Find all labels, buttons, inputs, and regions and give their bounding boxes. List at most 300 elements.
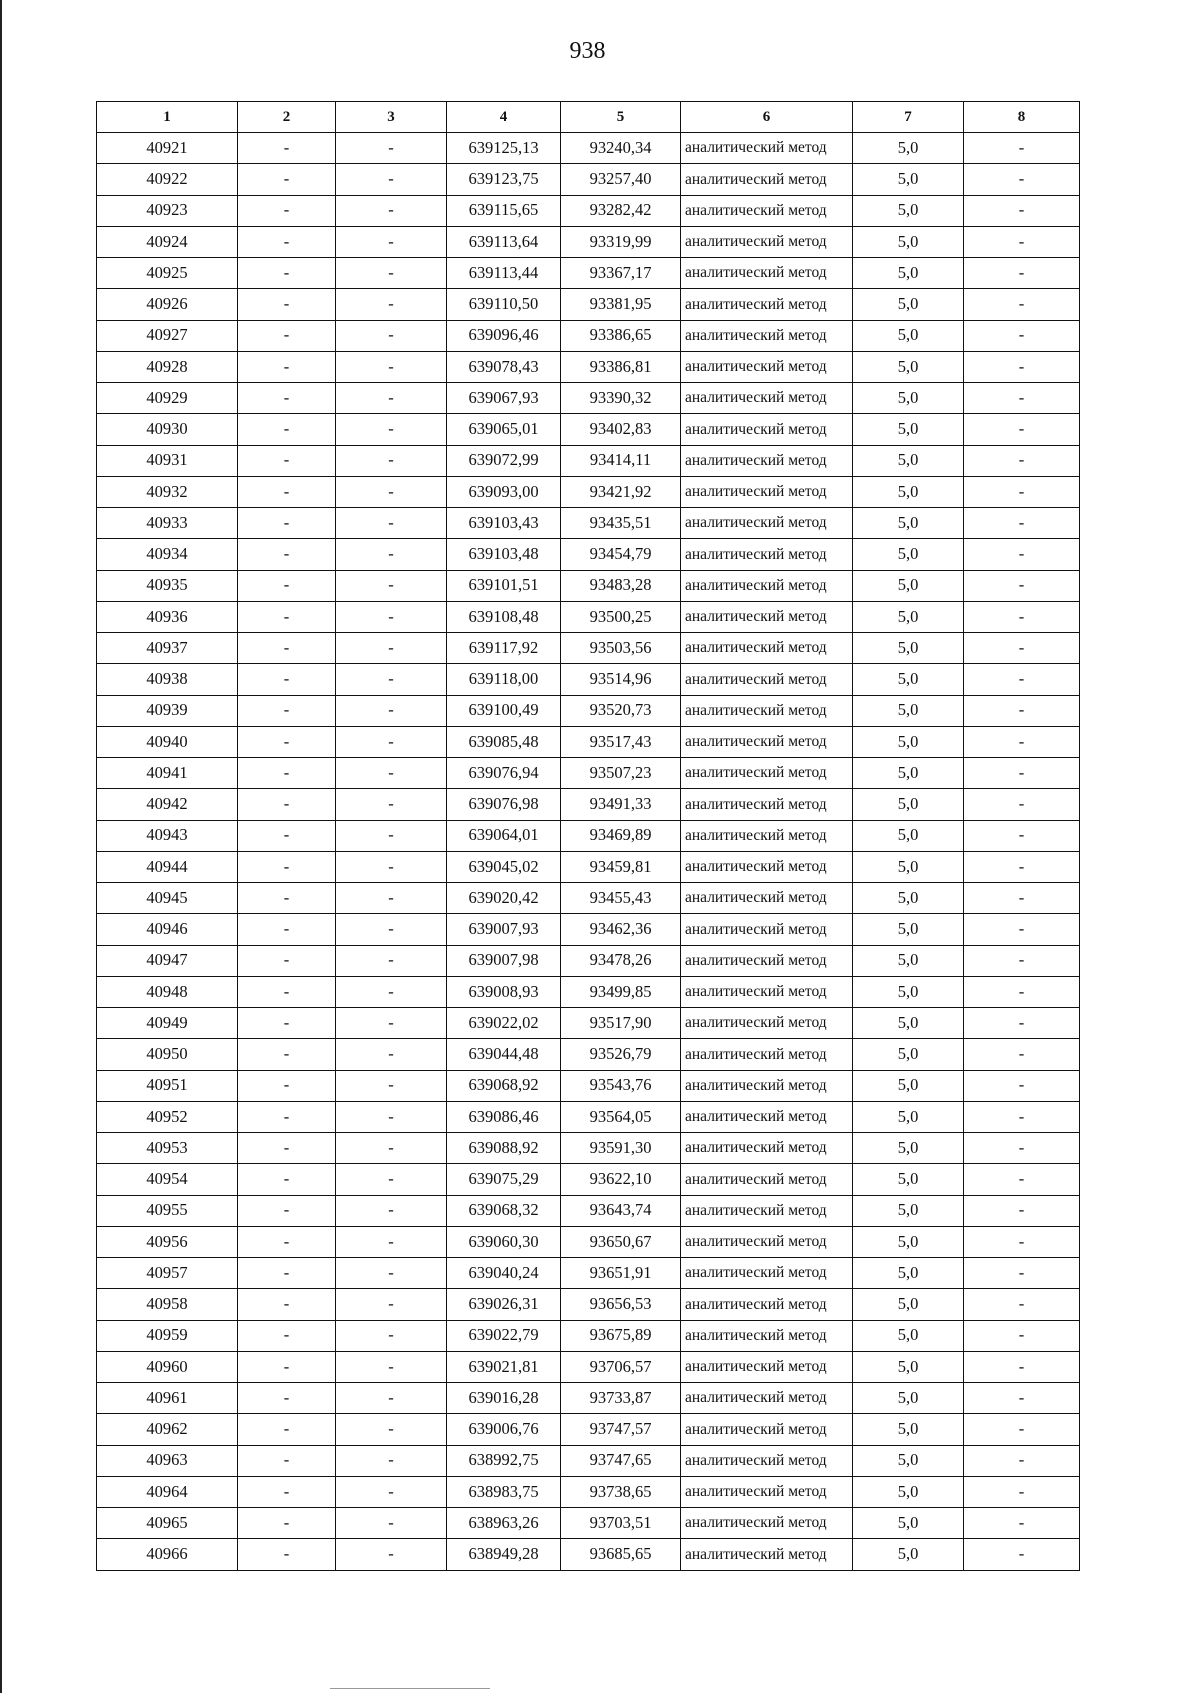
x-coordinate-cell: 639086,46 xyxy=(447,1101,561,1132)
y-coordinate-cell: 93733,87 xyxy=(561,1383,681,1414)
col2-cell: - xyxy=(238,133,336,164)
x-coordinate-cell: 639008,93 xyxy=(447,976,561,1007)
col3-cell: - xyxy=(336,1539,447,1570)
method-cell: аналитический метод xyxy=(681,258,853,289)
method-cell: аналитический метод xyxy=(681,1508,853,1539)
col3-cell: - xyxy=(336,1508,447,1539)
col8-cell: - xyxy=(964,601,1080,632)
col3-cell: - xyxy=(336,1164,447,1195)
col2-cell: - xyxy=(238,1133,336,1164)
x-coordinate-cell: 639076,94 xyxy=(447,758,561,789)
y-coordinate-cell: 93462,36 xyxy=(561,914,681,945)
accuracy-cell: 5,0 xyxy=(853,508,964,539)
col2-cell: - xyxy=(238,1101,336,1132)
table-row xyxy=(97,1320,1080,1351)
point-number-cell: 40928 xyxy=(97,351,238,382)
accuracy-cell: 5,0 xyxy=(853,1508,964,1539)
col8-cell: - xyxy=(964,664,1080,695)
table-row xyxy=(97,1414,1080,1445)
method-cell: аналитический метод xyxy=(681,1101,853,1132)
method-cell: аналитический метод xyxy=(681,1414,853,1445)
point-number-cell: 40959 xyxy=(97,1320,238,1351)
col3-cell: - xyxy=(336,789,447,820)
method-cell: аналитический метод xyxy=(681,351,853,382)
col8-cell: - xyxy=(964,258,1080,289)
table-row xyxy=(97,851,1080,882)
col2-cell: - xyxy=(238,1039,336,1070)
table-row xyxy=(97,1508,1080,1539)
point-number-cell: 40922 xyxy=(97,164,238,195)
x-coordinate-cell: 639060,30 xyxy=(447,1226,561,1257)
table-row xyxy=(97,164,1080,195)
y-coordinate-cell: 93706,57 xyxy=(561,1351,681,1382)
accuracy-cell: 5,0 xyxy=(853,258,964,289)
x-coordinate-cell: 639016,28 xyxy=(447,1383,561,1414)
point-number-cell: 40965 xyxy=(97,1508,238,1539)
method-cell: аналитический метод xyxy=(681,476,853,507)
column-header: 7 xyxy=(853,102,964,133)
method-cell: аналитический метод xyxy=(681,164,853,195)
col3-cell: - xyxy=(336,883,447,914)
accuracy-cell: 5,0 xyxy=(853,1414,964,1445)
col8-cell: - xyxy=(964,133,1080,164)
col2-cell: - xyxy=(238,570,336,601)
accuracy-cell: 5,0 xyxy=(853,1539,964,1570)
col3-cell: - xyxy=(336,1445,447,1476)
col2-cell: - xyxy=(238,258,336,289)
col3-cell: - xyxy=(336,1383,447,1414)
col8-cell: - xyxy=(964,320,1080,351)
col2-cell: - xyxy=(238,1445,336,1476)
col3-cell: - xyxy=(336,570,447,601)
x-coordinate-cell: 639040,24 xyxy=(447,1258,561,1289)
col8-cell: - xyxy=(964,1226,1080,1257)
col2-cell: - xyxy=(238,820,336,851)
col2-cell: - xyxy=(238,758,336,789)
point-number-cell: 40966 xyxy=(97,1539,238,1570)
x-coordinate-cell: 639125,13 xyxy=(447,133,561,164)
col2-cell: - xyxy=(238,883,336,914)
point-number-cell: 40939 xyxy=(97,695,238,726)
col2-cell: - xyxy=(238,445,336,476)
table-row xyxy=(97,383,1080,414)
point-number-cell: 40943 xyxy=(97,820,238,851)
col3-cell: - xyxy=(336,1070,447,1101)
col3-cell: - xyxy=(336,351,447,382)
y-coordinate-cell: 93656,53 xyxy=(561,1289,681,1320)
col2-cell: - xyxy=(238,539,336,570)
y-coordinate-cell: 93435,51 xyxy=(561,508,681,539)
x-coordinate-cell: 639045,02 xyxy=(447,851,561,882)
method-cell: аналитический метод xyxy=(681,1070,853,1101)
table-row xyxy=(97,601,1080,632)
col8-cell: - xyxy=(964,1445,1080,1476)
accuracy-cell: 5,0 xyxy=(853,570,964,601)
y-coordinate-cell: 93386,81 xyxy=(561,351,681,382)
col3-cell: - xyxy=(336,539,447,570)
column-header: 2 xyxy=(238,102,336,133)
col3-cell: - xyxy=(336,289,447,320)
x-coordinate-cell: 639068,92 xyxy=(447,1070,561,1101)
col2-cell: - xyxy=(238,726,336,757)
accuracy-cell: 5,0 xyxy=(853,1070,964,1101)
method-cell: аналитический метод xyxy=(681,1039,853,1070)
col3-cell: - xyxy=(336,195,447,226)
table-row xyxy=(97,976,1080,1007)
method-cell: аналитический метод xyxy=(681,1133,853,1164)
accuracy-cell: 5,0 xyxy=(853,476,964,507)
accuracy-cell: 5,0 xyxy=(853,445,964,476)
accuracy-cell: 5,0 xyxy=(853,351,964,382)
col2-cell: - xyxy=(238,1414,336,1445)
table-row xyxy=(97,1539,1080,1570)
point-number-cell: 40938 xyxy=(97,664,238,695)
y-coordinate-cell: 93543,76 xyxy=(561,1070,681,1101)
col8-cell: - xyxy=(964,1289,1080,1320)
method-cell: аналитический метод xyxy=(681,1383,853,1414)
accuracy-cell: 5,0 xyxy=(853,695,964,726)
col2-cell: - xyxy=(238,1258,336,1289)
accuracy-cell: 5,0 xyxy=(853,1351,964,1382)
method-cell: аналитический метод xyxy=(681,1539,853,1570)
method-cell: аналитический метод xyxy=(681,1164,853,1195)
x-coordinate-cell: 639117,92 xyxy=(447,633,561,664)
col8-cell: - xyxy=(964,508,1080,539)
table-row xyxy=(97,695,1080,726)
y-coordinate-cell: 93675,89 xyxy=(561,1320,681,1351)
col8-cell: - xyxy=(964,1133,1080,1164)
col2-cell: - xyxy=(238,789,336,820)
col3-cell: - xyxy=(336,726,447,757)
col3-cell: - xyxy=(336,383,447,414)
col8-cell: - xyxy=(964,1164,1080,1195)
x-coordinate-cell: 639007,98 xyxy=(447,945,561,976)
col8-cell: - xyxy=(964,945,1080,976)
col2-cell: - xyxy=(238,1508,336,1539)
x-coordinate-cell: 639115,65 xyxy=(447,195,561,226)
accuracy-cell: 5,0 xyxy=(853,820,964,851)
x-coordinate-cell: 638949,28 xyxy=(447,1539,561,1570)
table-row xyxy=(97,633,1080,664)
col2-cell: - xyxy=(238,1289,336,1320)
col8-cell: - xyxy=(964,851,1080,882)
col3-cell: - xyxy=(336,945,447,976)
point-number-cell: 40953 xyxy=(97,1133,238,1164)
method-cell: аналитический метод xyxy=(681,133,853,164)
col8-cell: - xyxy=(964,789,1080,820)
point-number-cell: 40931 xyxy=(97,445,238,476)
method-cell: аналитический метод xyxy=(681,1195,853,1226)
accuracy-cell: 5,0 xyxy=(853,758,964,789)
point-number-cell: 40921 xyxy=(97,133,238,164)
point-number-cell: 40941 xyxy=(97,758,238,789)
point-number-cell: 40952 xyxy=(97,1101,238,1132)
accuracy-cell: 5,0 xyxy=(853,789,964,820)
point-number-cell: 40930 xyxy=(97,414,238,445)
x-coordinate-cell: 639044,48 xyxy=(447,1039,561,1070)
accuracy-cell: 5,0 xyxy=(853,883,964,914)
method-cell: аналитический метод xyxy=(681,695,853,726)
table-row xyxy=(97,508,1080,539)
y-coordinate-cell: 93507,23 xyxy=(561,758,681,789)
col3-cell: - xyxy=(336,226,447,257)
y-coordinate-cell: 93459,81 xyxy=(561,851,681,882)
method-cell: аналитический метод xyxy=(681,1351,853,1382)
col8-cell: - xyxy=(964,1508,1080,1539)
x-coordinate-cell: 639006,76 xyxy=(447,1414,561,1445)
table-body xyxy=(97,133,1080,1571)
point-number-cell: 40947 xyxy=(97,945,238,976)
accuracy-cell: 5,0 xyxy=(853,976,964,1007)
y-coordinate-cell: 93747,65 xyxy=(561,1445,681,1476)
accuracy-cell: 5,0 xyxy=(853,383,964,414)
method-cell: аналитический метод xyxy=(681,883,853,914)
col2-cell: - xyxy=(238,1351,336,1382)
table-header-row xyxy=(97,102,1080,133)
table-row xyxy=(97,226,1080,257)
point-number-cell: 40964 xyxy=(97,1476,238,1507)
accuracy-cell: 5,0 xyxy=(853,1164,964,1195)
col3-cell: - xyxy=(336,976,447,1007)
accuracy-cell: 5,0 xyxy=(853,1320,964,1351)
method-cell: аналитический метод xyxy=(681,226,853,257)
method-cell: аналитический метод xyxy=(681,633,853,664)
col3-cell: - xyxy=(336,820,447,851)
col3-cell: - xyxy=(336,1320,447,1351)
table-row xyxy=(97,726,1080,757)
y-coordinate-cell: 93514,96 xyxy=(561,664,681,695)
x-coordinate-cell: 639101,51 xyxy=(447,570,561,601)
point-number-cell: 40948 xyxy=(97,976,238,1007)
col2-cell: - xyxy=(238,851,336,882)
y-coordinate-cell: 93319,99 xyxy=(561,226,681,257)
col3-cell: - xyxy=(336,476,447,507)
y-coordinate-cell: 93386,65 xyxy=(561,320,681,351)
x-coordinate-cell: 639113,64 xyxy=(447,226,561,257)
y-coordinate-cell: 93240,34 xyxy=(561,133,681,164)
col3-cell: - xyxy=(336,758,447,789)
y-coordinate-cell: 93499,85 xyxy=(561,976,681,1007)
table-row xyxy=(97,1101,1080,1132)
col2-cell: - xyxy=(238,945,336,976)
col3-cell: - xyxy=(336,1039,447,1070)
y-coordinate-cell: 93282,42 xyxy=(561,195,681,226)
method-cell: аналитический метод xyxy=(681,445,853,476)
col2-cell: - xyxy=(238,1070,336,1101)
col8-cell: - xyxy=(964,289,1080,320)
col8-cell: - xyxy=(964,195,1080,226)
x-coordinate-cell: 639026,31 xyxy=(447,1289,561,1320)
accuracy-cell: 5,0 xyxy=(853,1476,964,1507)
col3-cell: - xyxy=(336,1258,447,1289)
accuracy-cell: 5,0 xyxy=(853,1008,964,1039)
col2-cell: - xyxy=(238,695,336,726)
method-cell: аналитический метод xyxy=(681,820,853,851)
y-coordinate-cell: 93454,79 xyxy=(561,539,681,570)
accuracy-cell: 5,0 xyxy=(853,1445,964,1476)
col2-cell: - xyxy=(238,414,336,445)
accuracy-cell: 5,0 xyxy=(853,1101,964,1132)
point-number-cell: 40926 xyxy=(97,289,238,320)
accuracy-cell: 5,0 xyxy=(853,1133,964,1164)
point-number-cell: 40927 xyxy=(97,320,238,351)
point-number-cell: 40940 xyxy=(97,726,238,757)
x-coordinate-cell: 639110,50 xyxy=(447,289,561,320)
col8-cell: - xyxy=(964,570,1080,601)
col2-cell: - xyxy=(238,1226,336,1257)
x-coordinate-cell: 639076,98 xyxy=(447,789,561,820)
method-cell: аналитический метод xyxy=(681,539,853,570)
col8-cell: - xyxy=(964,1101,1080,1132)
table-row xyxy=(97,1476,1080,1507)
point-number-cell: 40950 xyxy=(97,1039,238,1070)
y-coordinate-cell: 93469,89 xyxy=(561,820,681,851)
x-coordinate-cell: 639067,93 xyxy=(447,383,561,414)
col8-cell: - xyxy=(964,1383,1080,1414)
point-number-cell: 40925 xyxy=(97,258,238,289)
x-coordinate-cell: 639078,43 xyxy=(447,351,561,382)
method-cell: аналитический метод xyxy=(681,1289,853,1320)
col3-cell: - xyxy=(336,445,447,476)
accuracy-cell: 5,0 xyxy=(853,289,964,320)
table-row xyxy=(97,1039,1080,1070)
table-row xyxy=(97,445,1080,476)
col2-cell: - xyxy=(238,633,336,664)
col2-cell: - xyxy=(238,1320,336,1351)
page-number: 938 xyxy=(569,38,606,64)
table-row xyxy=(97,476,1080,507)
method-cell: аналитический метод xyxy=(681,976,853,1007)
table-row xyxy=(97,133,1080,164)
col2-cell: - xyxy=(238,1008,336,1039)
col3-cell: - xyxy=(336,601,447,632)
coordinates-table xyxy=(96,101,1080,1571)
table-row xyxy=(97,1383,1080,1414)
y-coordinate-cell: 93491,33 xyxy=(561,789,681,820)
col2-cell: - xyxy=(238,976,336,1007)
col8-cell: - xyxy=(964,1070,1080,1101)
col3-cell: - xyxy=(336,133,447,164)
y-coordinate-cell: 93643,74 xyxy=(561,1195,681,1226)
method-cell: аналитический метод xyxy=(681,726,853,757)
table-row xyxy=(97,1008,1080,1039)
col8-cell: - xyxy=(964,633,1080,664)
table-row xyxy=(97,1351,1080,1382)
accuracy-cell: 5,0 xyxy=(853,133,964,164)
col8-cell: - xyxy=(964,383,1080,414)
col3-cell: - xyxy=(336,633,447,664)
point-number-cell: 40933 xyxy=(97,508,238,539)
x-coordinate-cell: 639088,92 xyxy=(447,1133,561,1164)
x-coordinate-cell: 639021,81 xyxy=(447,1351,561,1382)
y-coordinate-cell: 93455,43 xyxy=(561,883,681,914)
y-coordinate-cell: 93650,67 xyxy=(561,1226,681,1257)
y-coordinate-cell: 93738,65 xyxy=(561,1476,681,1507)
col2-cell: - xyxy=(238,226,336,257)
method-cell: аналитический метод xyxy=(681,1226,853,1257)
col2-cell: - xyxy=(238,508,336,539)
col8-cell: - xyxy=(964,1195,1080,1226)
scan-edge-mark xyxy=(330,1688,490,1692)
accuracy-cell: 5,0 xyxy=(853,1195,964,1226)
point-number-cell: 40951 xyxy=(97,1070,238,1101)
point-number-cell: 40929 xyxy=(97,383,238,414)
col2-cell: - xyxy=(238,383,336,414)
x-coordinate-cell: 639064,01 xyxy=(447,820,561,851)
col8-cell: - xyxy=(964,1039,1080,1070)
y-coordinate-cell: 93421,92 xyxy=(561,476,681,507)
accuracy-cell: 5,0 xyxy=(853,1289,964,1320)
x-coordinate-cell: 639007,93 xyxy=(447,914,561,945)
col8-cell: - xyxy=(964,1320,1080,1351)
table-row xyxy=(97,1164,1080,1195)
table-row xyxy=(97,1195,1080,1226)
col8-cell: - xyxy=(964,164,1080,195)
method-cell: аналитический метод xyxy=(681,758,853,789)
table-row xyxy=(97,820,1080,851)
x-coordinate-cell: 639022,79 xyxy=(447,1320,561,1351)
col3-cell: - xyxy=(336,1133,447,1164)
col2-cell: - xyxy=(238,320,336,351)
col2-cell: - xyxy=(238,1476,336,1507)
x-coordinate-cell: 639108,48 xyxy=(447,601,561,632)
col2-cell: - xyxy=(238,1164,336,1195)
x-coordinate-cell: 639118,00 xyxy=(447,664,561,695)
col3-cell: - xyxy=(336,320,447,351)
point-number-cell: 40945 xyxy=(97,883,238,914)
x-coordinate-cell: 639022,02 xyxy=(447,1008,561,1039)
col2-cell: - xyxy=(238,164,336,195)
method-cell: аналитический метод xyxy=(681,945,853,976)
table-row xyxy=(97,258,1080,289)
method-cell: аналитический метод xyxy=(681,1008,853,1039)
method-cell: аналитический метод xyxy=(681,851,853,882)
col3-cell: - xyxy=(336,851,447,882)
x-coordinate-cell: 639103,43 xyxy=(447,508,561,539)
x-coordinate-cell: 639123,75 xyxy=(447,164,561,195)
x-coordinate-cell: 639072,99 xyxy=(447,445,561,476)
method-cell: аналитический метод xyxy=(681,508,853,539)
col2-cell: - xyxy=(238,1539,336,1570)
col3-cell: - xyxy=(336,508,447,539)
col8-cell: - xyxy=(964,726,1080,757)
y-coordinate-cell: 93520,73 xyxy=(561,695,681,726)
col8-cell: - xyxy=(964,1539,1080,1570)
accuracy-cell: 5,0 xyxy=(853,1258,964,1289)
y-coordinate-cell: 93703,51 xyxy=(561,1508,681,1539)
point-number-cell: 40935 xyxy=(97,570,238,601)
col8-cell: - xyxy=(964,1008,1080,1039)
table-row xyxy=(97,664,1080,695)
table-row xyxy=(97,758,1080,789)
method-cell: аналитический метод xyxy=(681,570,853,601)
col8-cell: - xyxy=(964,758,1080,789)
y-coordinate-cell: 93381,95 xyxy=(561,289,681,320)
y-coordinate-cell: 93257,40 xyxy=(561,164,681,195)
col8-cell: - xyxy=(964,445,1080,476)
point-number-cell: 40954 xyxy=(97,1164,238,1195)
col3-cell: - xyxy=(336,164,447,195)
col3-cell: - xyxy=(336,664,447,695)
table-row xyxy=(97,1070,1080,1101)
accuracy-cell: 5,0 xyxy=(853,1383,964,1414)
accuracy-cell: 5,0 xyxy=(853,726,964,757)
x-coordinate-cell: 639068,32 xyxy=(447,1195,561,1226)
y-coordinate-cell: 93747,57 xyxy=(561,1414,681,1445)
point-number-cell: 40936 xyxy=(97,601,238,632)
col8-cell: - xyxy=(964,351,1080,382)
col2-cell: - xyxy=(238,476,336,507)
